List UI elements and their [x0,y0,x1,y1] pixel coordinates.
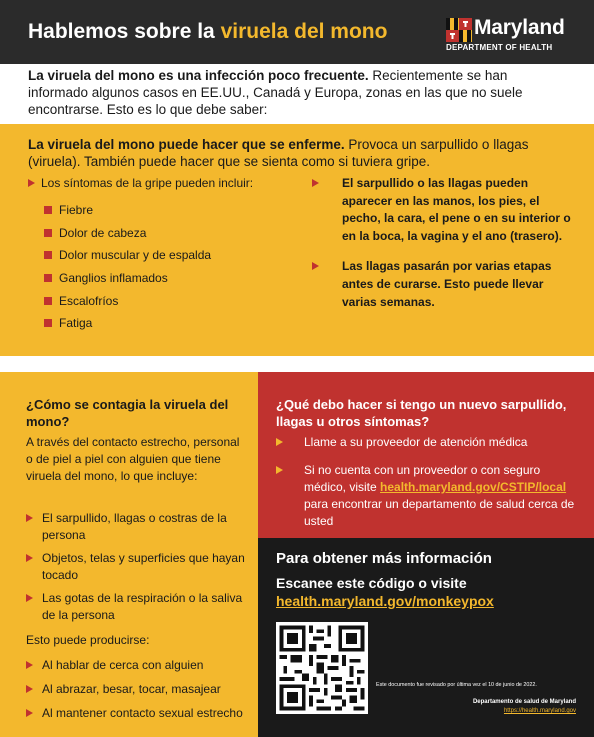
list-item [44,267,211,290]
list-item [276,462,576,530]
logo-name: Maryland [474,16,565,39]
spread-item-text: Las gotas de la respiración o la saliva de la persona [42,591,243,622]
list-item [44,222,211,245]
triangle-bullet-icon [312,262,319,270]
may-occur-label: Esto puede producirse: [26,633,150,647]
rash-fact-text: El sarpullido o las llagas pueden aparecer en las manos, los pies, el pecho, la cara, el pene o en su interior o en la boca, la vagina y el ano (trasero). [342,176,571,243]
occur-item-text: Al hablar de cerca con alguien [42,658,204,672]
square-bullet-icon [44,206,52,214]
spread-item-text: El sarpullido, llagas o costras de la persona [42,511,227,542]
square-bullet-icon [44,274,52,282]
triangle-bullet-icon [26,685,33,693]
qr-code-icon[interactable] [276,622,368,714]
rash-fact-text: Las llagas pasarán por varias etapas antes de curarse. Esto puede llevar varias semanas. [342,259,552,309]
list-item [26,550,250,584]
triangle-bullet-icon [276,466,283,474]
square-bullet-icon [44,251,52,259]
action-item-text: Si no cuenta con un proveedor o con seguro médico, visite [304,463,541,494]
scan-instruction: Escanee este código o visite [276,575,467,591]
triangle-bullet-icon [26,594,33,602]
symptom-label: Escalofríos [59,293,119,308]
symptom-label: Fiebre [59,203,94,218]
triangle-bullet-icon [26,709,33,717]
qr-code-graphic [276,622,368,714]
title-highlight: viruela del mono [220,20,388,43]
maryland-flag-icon [446,18,472,42]
symptom-label: Ganglios inflamados [59,271,168,286]
triangle-bullet-icon [312,179,319,187]
symptom-label: Dolor de cabeza [59,225,147,240]
rash-facts [312,175,574,311]
page-title [28,20,387,44]
department-name: Departamento de salud de Maryland [472,699,576,705]
list-item [312,258,574,311]
intro-paragraph [28,67,568,118]
overview-lead [28,136,576,170]
occur-item-text: Al abrazar, besar, tocar, masajear [42,682,221,696]
spread-list [26,510,250,624]
triangle-bullet-icon [26,661,33,669]
triangle-bullet-icon [28,179,35,187]
spread-body: A través del contacto estrecho, personal o de piel a piel con alguien que tiene viruela del mono, lo que incluye: [26,435,240,483]
list-item [26,510,250,544]
intro-text: Recientemente se han informado algunos casos en EE.UU., Canadá y Europa, zonas en las que no suele encontrarse. Esto es lo que debe saber: [28,68,523,117]
list-item [26,590,250,624]
list-item [44,199,211,222]
lead-text: Provoca un sarpullido o llagas (viruela). También puede hacer que se sienta como si tuviera gripe. [28,137,529,169]
triangle-bullet-icon [26,554,33,562]
symptoms-list [44,199,211,335]
occur-list [26,657,250,722]
list-item [312,175,574,245]
spread-title: ¿Cómo se contagia la viruela del mono? [26,397,229,429]
action-item-text: Llame a su proveedor de atención médica [304,435,528,449]
square-bullet-icon [44,229,52,237]
action-item-text: para encontrar un departamento de salud cerca de usted [304,497,575,528]
header-bar [0,0,594,64]
lead-bold: La viruela del mono puede hacer que se enferme. [28,137,345,152]
symptoms-header [28,176,253,190]
list-item [26,657,250,674]
spread-item-text: Objetos, telas y superficies que hayan tocado [42,551,245,582]
department-url-link[interactable]: https://health.maryland.gov [503,708,576,714]
list-item [44,289,211,312]
symptom-label: Fatiga [59,316,93,331]
maryland-logo [444,14,584,58]
occur-item-text: Al mantener contacto sexual estrecho [42,706,243,720]
list-item [44,312,211,335]
rash-action-title: ¿Qué debo hacer si tengo un nuevo sarpullido, llagas u otros síntomas? [276,397,567,429]
cstip-local-link[interactable]: health.maryland.gov/CSTIP/local [380,480,567,494]
list-item [276,434,576,451]
department-footer [473,698,576,716]
triangle-bullet-icon [26,514,33,522]
square-bullet-icon [44,319,52,327]
title-prefix: Hablemos sobre la [28,20,215,43]
symptom-label: Dolor muscular y de espalda [59,248,212,263]
monkeypox-link[interactable]: health.maryland.gov/monkeypox [276,593,494,609]
list-item [44,244,211,267]
square-bullet-icon [44,297,52,305]
revision-note: Este documento fue revisado por última vez el 10 de junio de 2022. [376,682,537,688]
list-item [26,681,250,698]
list-item [26,705,250,722]
rash-action-list [276,434,576,530]
symptoms-header-text: Los síntomas de la gripe pueden incluir: [41,176,254,190]
more-info-title: Para obtener más información [276,550,492,567]
intro-bold: La viruela del mono es una infección poco frecuente. [28,68,369,83]
logo-subtitle: DEPARTMENT OF HEALTH [446,43,553,52]
triangle-bullet-icon [276,438,283,446]
